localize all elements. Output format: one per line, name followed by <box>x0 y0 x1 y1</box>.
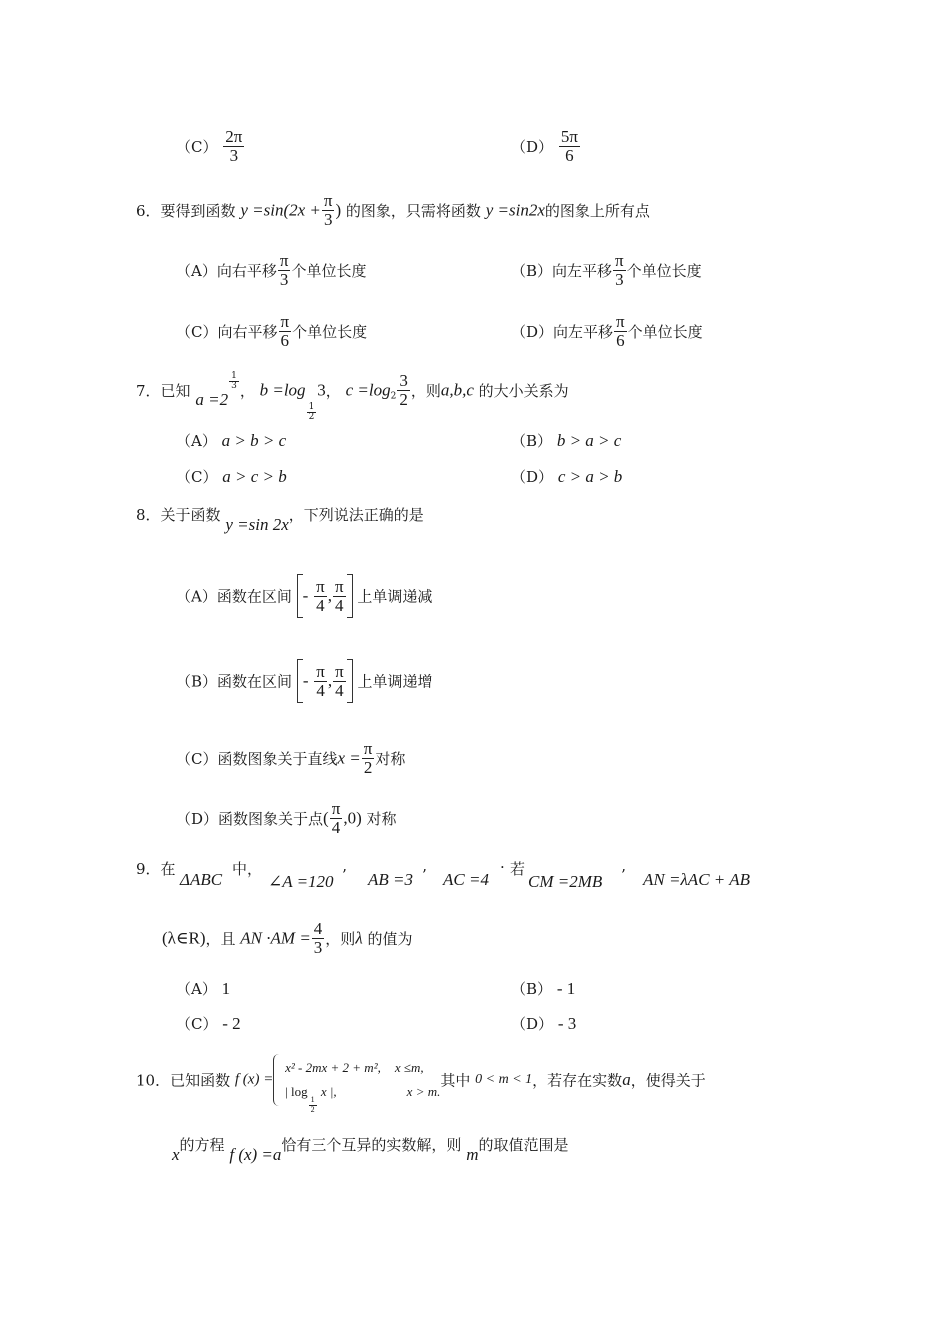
fraction: $\frac{\pi}{6}$ <box>616 312 625 350</box>
case-1: x² - 2mx + 2 + m², x ≤m, <box>285 1060 424 1075</box>
triangle-abc: ΔABC <box>180 870 223 889</box>
interval-right-bracket <box>347 574 353 618</box>
fraction: $\frac{\pi}{3}$ <box>323 191 333 229</box>
q9-option-a: （A） 1 <box>176 979 231 998</box>
option-label: （C） <box>176 137 218 156</box>
q7-option-d: （D） c > a > b <box>511 467 623 486</box>
question-number: 6． <box>136 201 161 220</box>
piecewise-brace <box>273 1054 280 1106</box>
q9-stem-line1: 9．在 <box>136 860 176 878</box>
q9-option-c: （C） - 2 <box>176 1014 241 1033</box>
q6-option-d: （D）向左平移 $\frac{\pi}{6}$ 个单位长度 <box>511 312 703 350</box>
vector-cm: CM =2MB <box>528 872 603 891</box>
fraction: $\frac{\pi}{4}$ <box>331 799 341 837</box>
question-number: 8． <box>136 506 161 524</box>
q8-option-a: （A）函数在区间 - $\frac{\pi}{4}$ , $\frac{\pi}{4}$ 上单调递减 <box>176 574 432 618</box>
fraction: $\frac{\pi}{3}$ <box>615 251 624 289</box>
angle-a: ∠A =120 <box>268 872 334 891</box>
case-2: | log $\frac{1}{2}$ x |, x > m. <box>285 1084 441 1114</box>
q6-option-c: （C）向右平移 $\frac{\pi}{6}$ 个单位长度 <box>176 312 368 350</box>
exponent: $\frac{1}{3}$ <box>231 371 237 392</box>
length-ac: AC =4 <box>443 870 489 889</box>
q10-stem-line1: 10．已知函数 f (x) = x² - 2mx + 2 + m², x ≤m, | log $\frac{1}{2}$ x |, x > m. 其中 0 < m < 1，若存在实数a，使得关于 <box>136 1054 706 1106</box>
q8-stem: 8．关于函数 y =sin 2x，下列说法正确的是 <box>136 506 424 534</box>
q6-stem: 6．要得到函数 y =sin(2x + $\frac{\pi}{3}$ ) 的图象，只需将函数 y =sin2x的图象上所有点 <box>136 191 650 229</box>
q7-option-b: （B） b > a > c <box>511 431 622 450</box>
question-number: 9． <box>136 860 161 878</box>
q8-option-b: （B）函数在区间 - $\frac{\pi}{4}$ , $\frac{\pi}{4}$ 上单调递增 <box>176 659 433 703</box>
q9-option-b: （B） - 1 <box>511 979 576 998</box>
piecewise-cases <box>285 1056 441 1114</box>
fraction: $\frac{3}{2}$ <box>399 371 408 409</box>
question-number: 10． <box>136 1071 171 1090</box>
q9-option-d: （D） - 3 <box>511 1014 577 1033</box>
q6-option-a: （A）向右平移 $\frac{\pi}{3}$ 个单位长度 <box>176 251 367 289</box>
q5-option-d <box>511 128 581 165</box>
fraction: $\frac{\pi}{4}$ <box>316 576 325 615</box>
interval-right-bracket <box>347 659 353 703</box>
vector-an: AN =λAC + AB <box>643 870 750 889</box>
q6-option-b: （B）向左平移 $\frac{\pi}{3}$ 个单位长度 <box>511 251 702 289</box>
q7-stem: 7．已知 a =2 $\frac{1}{3}$ ， b =log $\frac{1}{2}$ 3， $c =\log_2$ $\frac{3}{2}$ ，则a,b,c 的大小关系为 <box>136 371 569 423</box>
q7-option-a: （A） a > b > c <box>176 431 287 450</box>
q5-option-c <box>176 128 245 165</box>
fraction: $\frac{2\pi}{3}$ <box>225 127 243 165</box>
option-label: （D） <box>511 137 554 156</box>
fraction: $\frac{\pi}{6}$ <box>280 312 290 350</box>
log-base: $\frac{1}{2}$ <box>308 401 315 423</box>
fraction: $\frac{\pi}{4}$ <box>334 576 344 615</box>
fraction: $\frac{\pi}{4}$ <box>316 661 325 700</box>
question-number: 7． <box>136 381 161 400</box>
q7-option-c: （C） a > c > b <box>176 467 287 486</box>
q9-stem-line2: (λ∈R)，且 AN ·AM = $\frac{4}{3}$ ，则λ 的值为 <box>162 919 413 957</box>
q8-option-c: （C）函数图象关于直线x = $\frac{\pi}{2}$ 对称 <box>176 739 406 777</box>
fraction: $\frac{\pi}{3}$ <box>279 251 289 289</box>
fraction: $\frac{\pi}{4}$ <box>335 661 344 700</box>
q8-option-d: （D）函数图象关于点( $\frac{\pi}{4}$ ,0) 对称 <box>176 799 397 837</box>
q10-stem-line2: x的方程 f (x) =a恰有三个互异的实数解，则 m的取值范围是 <box>172 1136 569 1164</box>
log-base: $\frac{1}{2}$ <box>310 1095 315 1114</box>
fraction: $\frac{\pi}{2}$ <box>363 739 373 777</box>
fraction: $\frac{5\pi}{6}$ <box>560 127 578 165</box>
length-ab: AB =3 <box>368 870 413 889</box>
fraction: $\frac{4}{3}$ <box>313 919 323 957</box>
